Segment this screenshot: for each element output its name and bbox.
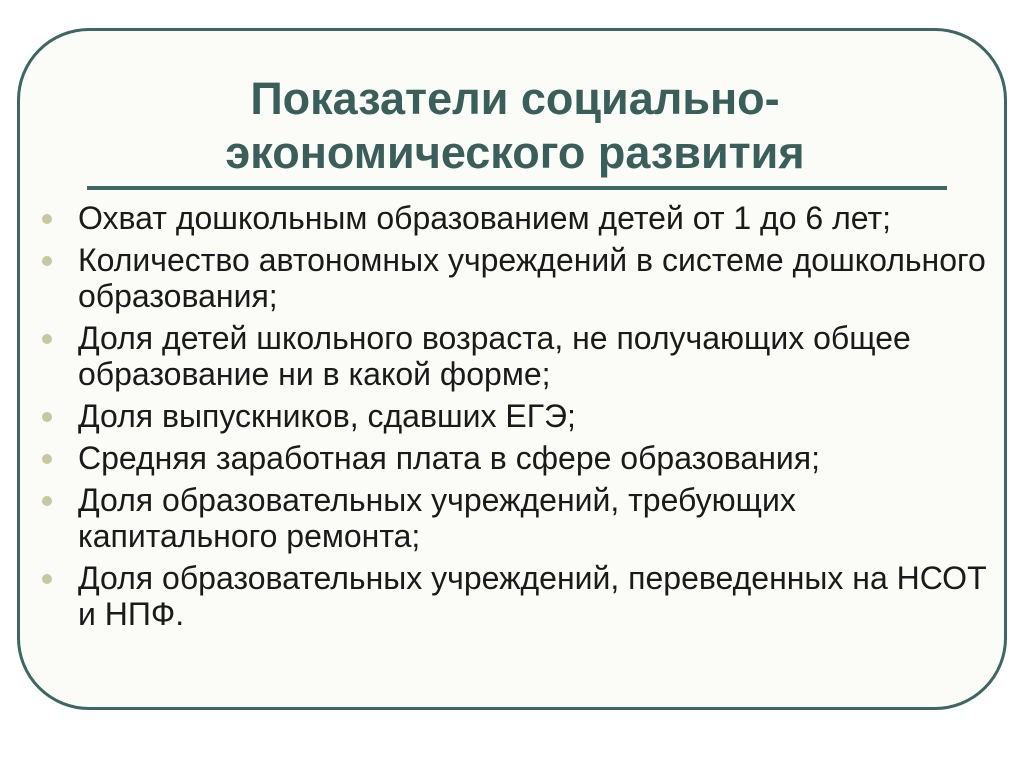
bullet-icon <box>42 412 52 422</box>
bullet-icon <box>42 256 52 266</box>
list-item-text: Охват дошкольным образованием детей от 1 до 6 лет; <box>78 200 892 236</box>
list-item <box>38 482 988 554</box>
list-item-text: Доля выпускников, сдавших ЕГЭ; <box>78 398 576 434</box>
bullet-icon <box>42 574 52 584</box>
bullet-icon <box>42 334 52 344</box>
title-underline <box>87 186 947 190</box>
title-line-2: экономического развития <box>225 127 805 178</box>
list-item-text: Доля образовательных учреждений, требующих капитального ремонта; <box>78 482 796 554</box>
list-item-text: Количество автономных учреждений в системе дошкольного образования; <box>78 242 986 314</box>
list-item <box>38 560 988 632</box>
list-item <box>38 398 988 434</box>
list-item-text: Доля образовательных учреждений, переведенных на НСОТ и НПФ. <box>78 560 987 632</box>
list-item <box>38 242 988 314</box>
list-item <box>38 440 988 476</box>
list-item <box>38 320 988 392</box>
list-item-text: Средняя заработная плата в сфере образования; <box>78 440 820 476</box>
slide-title <box>90 72 940 180</box>
bullet-icon <box>42 214 52 224</box>
list-item-text: Доля детей школьного возраста, не получающих общее образование ни в какой форме; <box>78 320 911 392</box>
title-line-1: Показатели социально- <box>250 73 780 124</box>
list-item <box>38 200 988 236</box>
bullet-icon <box>42 454 52 464</box>
bullet-icon <box>42 496 52 506</box>
bullet-list <box>38 200 988 638</box>
